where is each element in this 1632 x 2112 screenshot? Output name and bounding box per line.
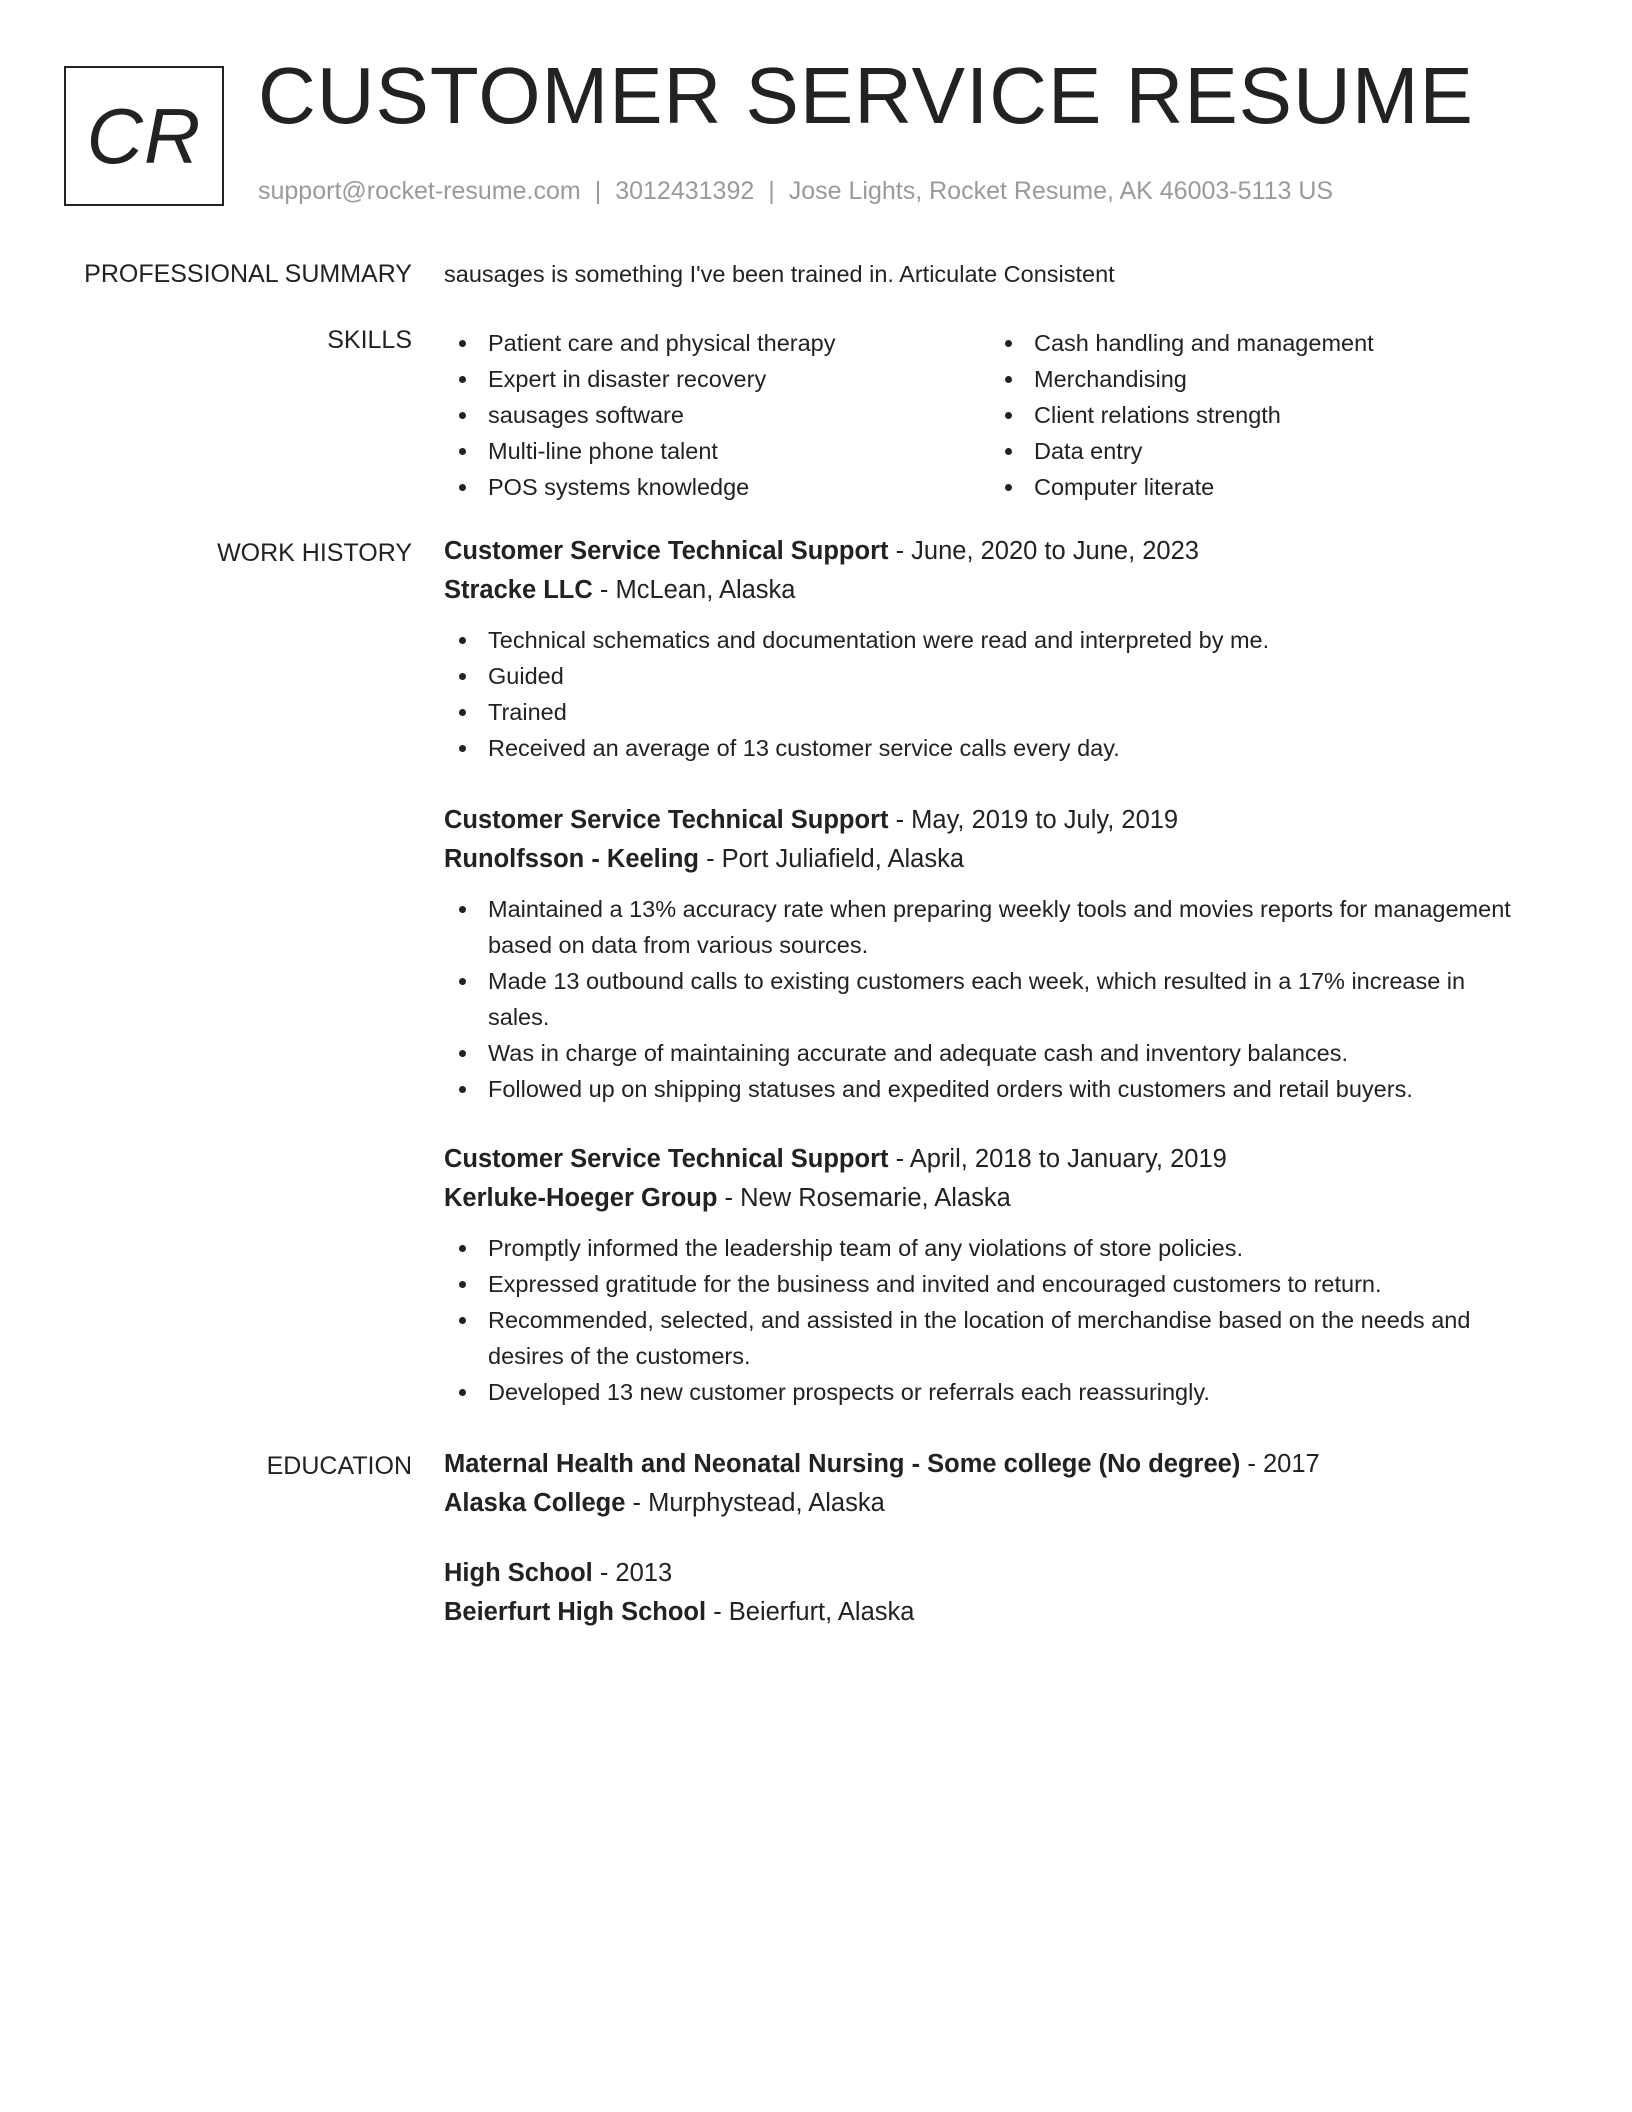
contact-line [258,176,1333,206]
job-dates: - May, 2019 to July, 2019 [888,806,1179,834]
job-dates: - June, 2020 to June, 2023 [888,537,1199,565]
job-bullet: Was in charge of maintaining accurate and adequate cash and inventory balances. [444,1035,1524,1071]
job-bullet: Made 13 outbound calls to existing customers each week, which resulted in a 17% increase in sales. [444,963,1524,1035]
job-entry [444,801,1524,1107]
education-entry [444,1554,914,1632]
job-bullet: Maintained a 13% accuracy rate when preparing weekly tools and movies reports for management based on data from various sources. [444,891,1524,963]
job-bullet: Technical schematics and documentation were read and interpreted by me. [444,622,1524,658]
education-degree: Maternal Health and Neonatal Nursing - Some college (No degree) [444,1450,1241,1478]
job-title-line [444,532,1524,571]
job-location: - Port Juliafield, Alaska [699,845,965,873]
skill-item: Computer literate [990,469,1374,505]
skills-list-left [444,325,836,505]
education-school: Beierfurt High School [444,1598,707,1626]
job-company: Stracke LLC [444,576,593,604]
contact-separator: | [594,177,602,205]
skills-list-right [990,325,1374,505]
job-location: - McLean, Alaska [592,576,796,604]
education-year: - 2017 [1240,1450,1320,1478]
job-entry [444,1140,1524,1410]
resume-title: CUSTOMER SERVICE RESUME [258,51,1474,140]
job-bullets [444,1230,1524,1410]
job-title: Customer Service Technical Support [444,537,889,565]
education-entry [444,1445,1320,1523]
education-degree: High School [444,1559,593,1587]
education-school: Alaska College [444,1489,626,1517]
job-bullet: Recommended, selected, and assisted in the location of merchandise based on the needs and desires of the customers. [444,1302,1524,1374]
education-degree-line [444,1445,1320,1484]
skill-item: sausages software [444,397,836,433]
education-location: - Beierfurt, Alaska [706,1598,915,1626]
job-title: Customer Service Technical Support [444,806,889,834]
job-title-line [444,1140,1524,1179]
monogram-logo: CR [64,66,224,206]
contact-email: support@rocket-resume.com [258,177,581,205]
job-bullet: Promptly informed the leadership team of any violations of store policies. [444,1230,1524,1266]
job-company-line [444,840,1524,879]
job-bullet: Followed up on shipping statuses and expedited orders with customers and retail buyers. [444,1071,1524,1107]
skill-item: Patient care and physical therapy [444,325,836,361]
education-degree-line [444,1554,914,1593]
education-location: - Murphystead, Alaska [625,1489,885,1517]
job-bullets [444,891,1524,1107]
job-dates: - April, 2018 to January, 2019 [888,1145,1227,1173]
skill-item: Merchandising [990,361,1374,397]
education-school-line [444,1593,914,1632]
contact-separator: | [768,177,775,205]
job-company: Runolfsson - Keeling [444,845,699,873]
job-title-line [444,801,1524,840]
skills-heading: SKILLS [327,326,412,354]
skill-item: Data entry [990,433,1374,469]
education-school-line [444,1484,1320,1523]
contact-phone: 3012431392 [615,177,755,205]
skill-item: POS systems knowledge [444,469,836,505]
education-heading: EDUCATION [266,1452,412,1480]
job-location: - New Rosemarie, Alaska [717,1184,1011,1212]
skills-body [444,325,1524,505]
job-bullet: Received an average of 13 customer service calls every day. [444,730,1524,766]
job-title: Customer Service Technical Support [444,1145,889,1173]
job-bullet: Expressed gratitude for the business and invited and encouraged customers to return. [444,1266,1524,1302]
job-bullets [444,622,1524,766]
job-entry [444,532,1524,766]
job-company: Kerluke-Hoeger Group [444,1184,718,1212]
job-bullet: Developed 13 new customer prospects or referrals each reassuringly. [444,1374,1524,1410]
skill-item: Multi-line phone talent [444,433,836,469]
skill-item: Expert in disaster recovery [444,361,836,397]
job-company-line [444,1179,1524,1218]
skill-item: Cash handling and management [990,325,1374,361]
education-year: - 2013 [592,1559,673,1587]
job-bullet: Trained [444,694,1524,730]
contact-address: Jose Lights, Rocket Resume, AK 46003-5113 US [788,177,1334,205]
skill-item: Client relations strength [990,397,1374,433]
summary-text: sausages is something I've been trained in. Articulate Consistent [444,261,1115,287]
summary-heading: PROFESSIONAL SUMMARY [84,260,412,288]
work-history-heading: WORK HISTORY [217,539,412,567]
job-company-line [444,571,1524,610]
job-bullet: Guided [444,658,1524,694]
